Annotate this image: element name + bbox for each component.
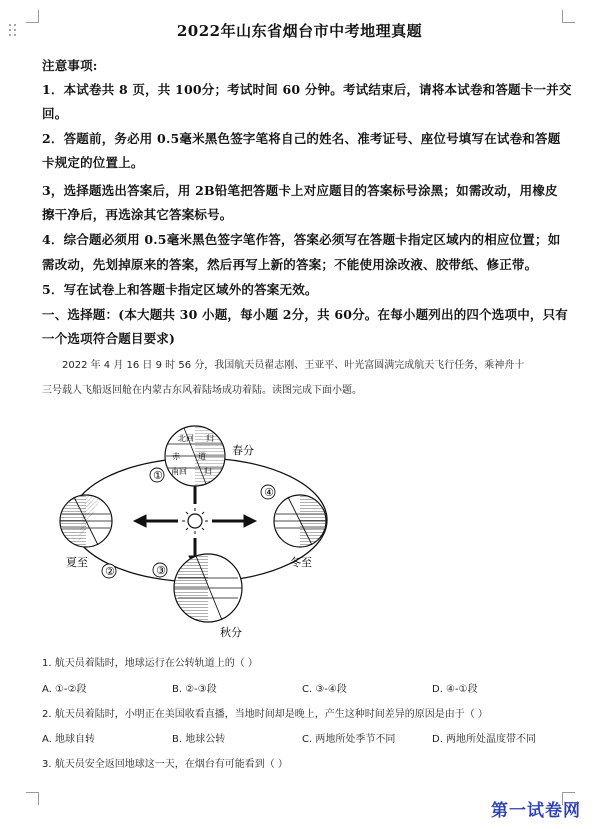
notice-line: 5．写在试卷上和答题卡指定区域外的答案无效。 (42, 282, 318, 297)
option-c: C. ③-④段 (302, 684, 347, 695)
notice-line: 擦干净后，再选涂其它答案标号。 (42, 207, 233, 222)
option-a: A. ①-②段 (42, 684, 87, 695)
notice-heading: 注意事项: (42, 58, 98, 73)
option-b: B. 地球公转 (172, 734, 226, 745)
notice-line: 1．本试卷共 8 页，共 100分；考试时间 60 分钟。考试结束后，请将本试卷和答题卡一并交 (42, 82, 572, 97)
label-autumn: 秋分 (220, 626, 242, 639)
svg-text:②: ② (105, 565, 115, 578)
option-d: D. ④-①段 (432, 684, 478, 695)
svg-text:南回: 南回 (171, 467, 187, 476)
label-winter: 冬至 (290, 556, 312, 569)
option-d: D. 两地所处温度带不同 (432, 734, 537, 745)
option-b: B. ②-③段 (172, 684, 217, 695)
passage-line: 2022 年 4 月 16 日 9 时 56 分，我国航天员翟志刚、王亚平、叶光富圆满完成航天飞行任务，乘神舟十 (62, 360, 525, 371)
notice-line: 回。 (42, 106, 68, 121)
notice-line: 2．答题前，务必用 0.5毫米黑色签字笔将自己的姓名、准考证号、座位号填写在试卷和答题 (42, 131, 561, 146)
svg-text:北回: 北回 (178, 434, 194, 443)
notice-line: 3，选择题选出答案后，用 2B铅笔把答题卡上对应题目的答案标号涂黑；如需改动，用橡皮 (42, 183, 558, 198)
question-3: 3. 航天员安全返回地球这一天，在烟台有可能看到（ ） (42, 759, 288, 770)
label-summer: 夏至 (66, 556, 88, 569)
notice-line: 卡规定的位置上。 (42, 155, 144, 170)
globe-spring (165, 426, 225, 486)
watermark-logo: 第一试卷网 (491, 801, 581, 821)
crop-mark-bottom-left (26, 792, 39, 805)
option-c: C. 两地所处季节不同 (302, 734, 396, 745)
globe-winter (274, 495, 326, 547)
notice-line: 需改动，先划掉原来的答案，然后再写上新的答案；不能使用涂改液、胶带纸、修正带。 (42, 257, 538, 272)
svg-text:①: ① (153, 469, 163, 482)
globe-autumn (174, 554, 242, 622)
option-a: A. 地球自转 (42, 734, 96, 745)
svg-text:赤: 赤 (172, 452, 180, 461)
earth-orbit-diagram (56, 418, 346, 640)
section-heading-cont: 一个选项符合题目要求) (42, 331, 176, 346)
notice-line: 4．综合题必须用 0.5毫米黑色签字笔作答，答案必须写在答题卡指定区域内的相应位置；如 (42, 232, 561, 247)
sun-icon (182, 508, 208, 534)
svg-text:归: 归 (206, 434, 214, 443)
section-heading: 一、选择题：(本大题共 30 小题，每小题 2分，共 60分。在每小题列出的四个选项中，只有 (42, 307, 569, 322)
svg-text:④: ④ (264, 486, 274, 499)
globe-summer (60, 495, 112, 547)
svg-text:③: ③ (156, 564, 166, 577)
label-spring: 春分 (232, 444, 254, 457)
passage-line: 三号载人飞船返回舱在内蒙古东风着陆场成功着陆。读图完成下面小题。 (42, 385, 362, 396)
page-title: 2022年山东省烟台市中考地理真题 (176, 22, 423, 40)
question-2: 2. 航天员着陆时，小明正在美国收看直播，当地时间却是晚上，产生这种时间差异的原因是由于（ ） (42, 709, 488, 720)
svg-text:道: 道 (198, 452, 206, 461)
question-1: 1. 航天员着陆时，地球运行在公转轨道上的（ ） (42, 658, 258, 669)
svg-text:归: 归 (204, 467, 212, 476)
